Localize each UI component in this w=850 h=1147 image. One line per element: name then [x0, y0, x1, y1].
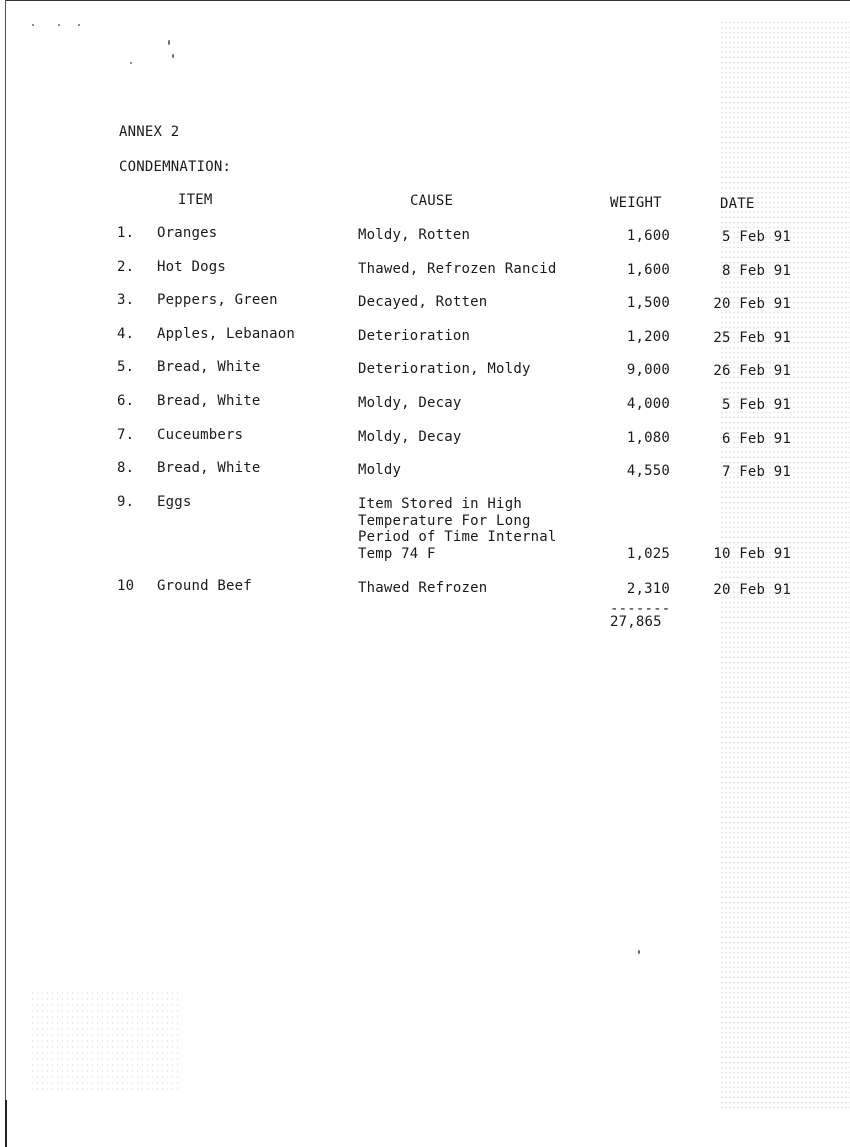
- row-number: 4.: [117, 326, 135, 342]
- row-date: 20 Feb 91: [713, 582, 791, 598]
- row-cause: Deterioration: [358, 328, 471, 344]
- section-title: CONDEMNATION:: [119, 159, 232, 175]
- column-header-weight: WEIGHT: [610, 195, 662, 211]
- row-cause-line: Item Stored in High: [358, 496, 522, 512]
- row-item: Ground Beef: [157, 578, 252, 594]
- column-header-cause: CAUSE: [410, 193, 454, 209]
- speck: [638, 950, 640, 954]
- row-date: 6 Feb 91: [721, 431, 791, 447]
- row-cause: Moldy, Rotten: [358, 227, 471, 243]
- scan-noise-bottom-left: [30, 990, 180, 1090]
- scan-edge-top: [5, 0, 850, 1]
- row-cause: Moldy, Decay: [358, 395, 462, 411]
- row-weight: 1,080: [626, 430, 670, 446]
- scan-edge-left: [5, 0, 6, 1147]
- row-cause: Thawed Refrozen: [358, 580, 488, 596]
- row-date: 8 Feb 91: [721, 263, 791, 279]
- row-item: Hot Dogs: [157, 259, 227, 275]
- row-weight: 1,600: [626, 262, 670, 278]
- row-date: 20 Feb 91: [713, 296, 791, 312]
- speck: [172, 54, 174, 58]
- row-number: 10: [117, 578, 135, 594]
- speck: [78, 24, 80, 26]
- row-number: 7.: [117, 427, 135, 443]
- row-weight: 9,000: [626, 362, 670, 378]
- row-weight: 1,500: [626, 295, 670, 311]
- speck: [130, 62, 132, 64]
- row-weight: 1,025: [626, 546, 670, 563]
- row-weight: 4,000: [626, 396, 670, 412]
- row-weight: 4,550: [626, 463, 670, 479]
- row-number: 5.: [117, 359, 135, 375]
- scan-noise-right: [720, 20, 850, 1110]
- row-date: 10 Feb 91: [713, 546, 791, 563]
- row-cause: Thawed, Refrozen Rancid: [358, 261, 557, 277]
- row-number: 3.: [117, 292, 135, 308]
- row-cause: Deterioration, Moldy: [358, 361, 531, 377]
- row-item: Eggs: [157, 494, 192, 510]
- row-number: 9.: [117, 494, 135, 510]
- row-number: 2.: [117, 259, 135, 275]
- row-cause-line: Temperature For Long: [358, 512, 531, 529]
- total-rule: -------: [610, 601, 671, 617]
- row-item: Bread, White: [157, 359, 261, 375]
- speck: [58, 24, 60, 26]
- annex-title: ANNEX 2: [119, 124, 180, 140]
- row-date: 5 Feb 91: [721, 229, 791, 245]
- row-date: 5 Feb 91: [721, 397, 791, 413]
- row-cause: Decayed, Rotten: [358, 294, 488, 310]
- row-item: Bread, White: [157, 460, 261, 476]
- row-item: Apples, Lebanaon: [157, 326, 296, 342]
- row-cause: Moldy, Decay: [358, 429, 462, 445]
- row-item: Bread, White: [157, 393, 261, 409]
- row-item: Oranges: [157, 225, 218, 241]
- total-weight: 27,865: [610, 614, 662, 630]
- row-date: 25 Feb 91: [713, 330, 791, 346]
- speck: [168, 40, 170, 45]
- row-number: 1.: [117, 225, 135, 241]
- row-weight: 2,310: [626, 581, 670, 597]
- speck: [32, 24, 34, 26]
- row-number: 8.: [117, 460, 135, 476]
- scan-edge-bottom-left: [5, 1100, 7, 1147]
- row-date: 26 Feb 91: [713, 363, 791, 379]
- row-item: Cuceumbers: [157, 427, 244, 443]
- row-date: 7 Feb 91: [721, 464, 791, 480]
- row-number: 6.: [117, 393, 135, 409]
- column-header-date: DATE: [720, 196, 755, 212]
- row-cause-line: Period of Time Internal: [358, 529, 557, 546]
- row-item: Peppers, Green: [157, 292, 278, 308]
- column-header-item: ITEM: [178, 192, 213, 208]
- row-cause: Moldy: [358, 462, 402, 478]
- row-weight: 1,600: [626, 228, 670, 244]
- row-weight: 1,200: [626, 329, 670, 345]
- row-cause-line: Temp 74 F: [358, 546, 436, 563]
